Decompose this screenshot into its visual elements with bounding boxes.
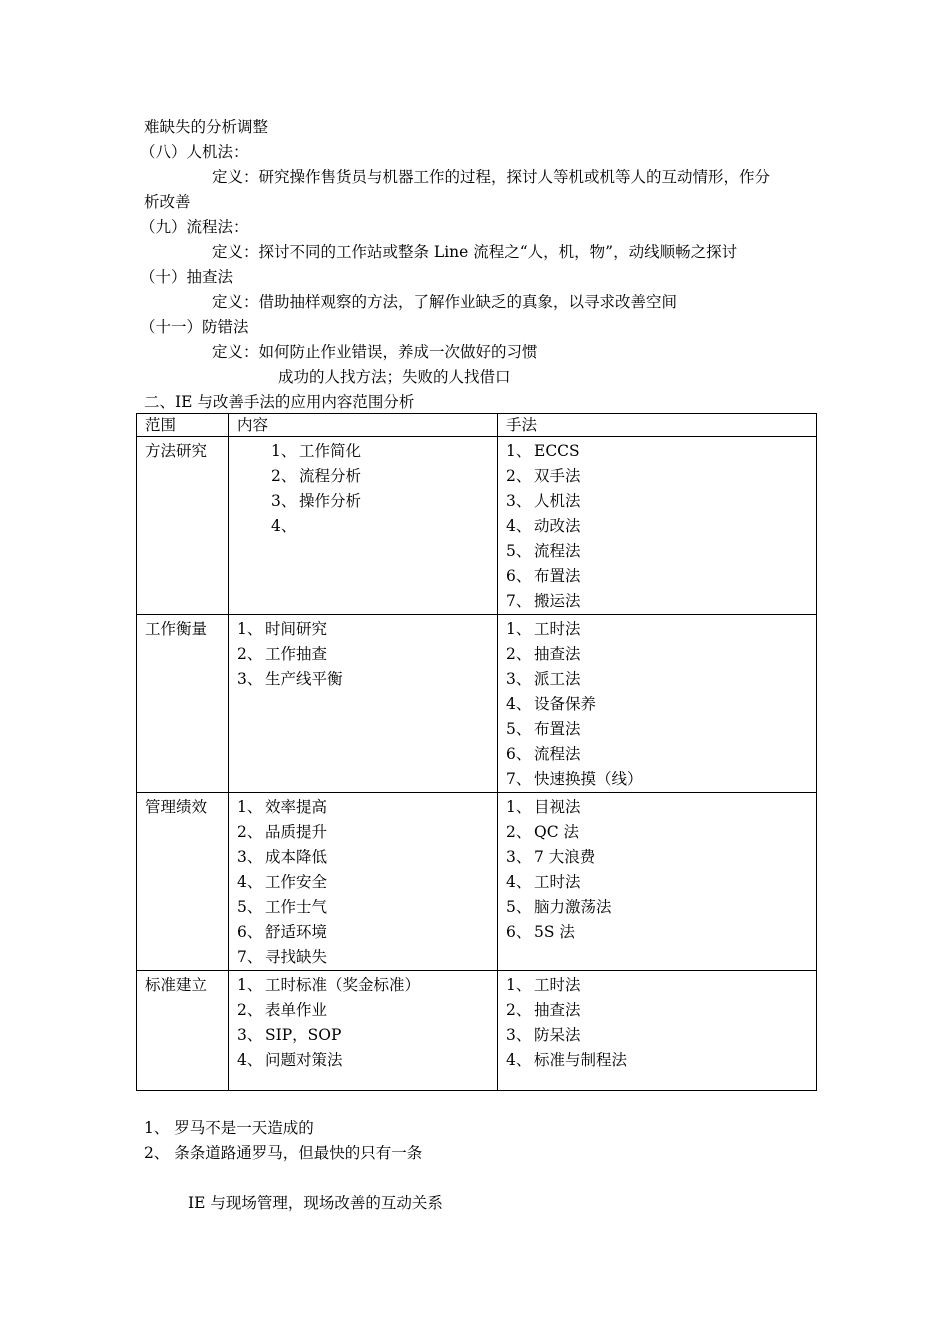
list-item: 2、 品质提升 <box>237 823 328 841</box>
list-item: 1、 工作简化 <box>271 442 362 460</box>
list-item: 1、 目视法 <box>506 798 581 816</box>
list-item: 6、 布置法 <box>506 567 581 585</box>
section-9-definition: 定义：探讨不同的工作站或整条 Line 流程之“人，机，物”，动线顺畅之探讨 <box>212 243 738 261</box>
footer-item-1: 1、 罗马不是一天造成的 <box>144 1119 314 1137</box>
motto: 成功的人找方法；失败的人找借口 <box>278 368 511 386</box>
list-item: 2、 双手法 <box>506 467 581 485</box>
list-item: 7、 搬运法 <box>506 592 581 610</box>
closing-heading: IE 与现场管理，现场改善的互动关系 <box>188 1194 443 1212</box>
list-item: 4、 问题对策法 <box>237 1051 343 1069</box>
list-item: 2、 抽查法 <box>506 1001 581 1019</box>
scope-cell: 管理绩效 <box>137 793 229 971</box>
section-8-definition-cont: 析改善 <box>144 193 191 211</box>
list-item: 1、 ECCS <box>506 442 580 460</box>
list-item: 4、 标准与制程法 <box>506 1051 628 1069</box>
table-row <box>137 437 817 615</box>
ie-methods-table <box>136 413 817 1091</box>
list-item: 7、 快速换摸（线） <box>506 770 643 788</box>
footer-item-2: 2、 条条道路通罗马，但最快的只有一条 <box>144 1144 423 1162</box>
table-row <box>137 793 817 971</box>
table-row <box>137 615 817 793</box>
list-item: 3、 操作分析 <box>271 492 362 510</box>
scope-cell: 工作衡量 <box>137 615 229 793</box>
list-item: 3、 7 大浪费 <box>506 848 596 866</box>
methods-cell <box>498 793 817 971</box>
list-item: 2、 表单作业 <box>237 1001 328 1019</box>
header-content: 内容 <box>229 414 498 437</box>
list-item: 6、 流程法 <box>506 745 581 763</box>
header-methods: 手法 <box>498 414 817 437</box>
list-item: 6、 舒适环境 <box>237 923 328 941</box>
scope-cell: 方法研究 <box>137 437 229 615</box>
methods-cell <box>498 971 817 1091</box>
list-item: 1、 工时标准（奖金标准） <box>237 976 421 994</box>
section-2-title: 二、IE 与改善手法的应用内容范围分析 <box>144 393 415 411</box>
section-10-title: （十）抽查法 <box>140 268 234 286</box>
section-8-definition: 定义：研究操作售货员与机器工作的过程，探讨人等机或机等人的互动情形，作分 <box>212 168 771 186</box>
list-item: 6、 5S 法 <box>506 923 575 941</box>
list-item: 3、 人机法 <box>506 492 581 510</box>
header-scope: 范围 <box>137 414 229 437</box>
list-item: 2、 流程分析 <box>271 467 362 485</box>
list-item: 4、 工作安全 <box>237 873 328 891</box>
section-11-title: （十一）防错法 <box>140 318 249 336</box>
list-item: 3、 SIP，SOP <box>237 1026 342 1044</box>
list-item: 3、 防呆法 <box>506 1026 581 1044</box>
scope-cell: 标准建立 <box>137 971 229 1091</box>
list-item: 3、 生产线平衡 <box>237 670 343 688</box>
list-item: 3、 派工法 <box>506 670 581 688</box>
content-cell <box>229 615 498 793</box>
list-item: 4、 工时法 <box>506 873 581 891</box>
list-item: 4、 设备保养 <box>506 695 597 713</box>
list-item: 2、 工作抽查 <box>237 645 328 663</box>
list-item: 3、 成本降低 <box>237 848 328 866</box>
list-item: 5、 工作士气 <box>237 898 328 916</box>
list-item: 7、 寻找缺失 <box>237 948 328 966</box>
list-item: 1、 效率提高 <box>237 798 328 816</box>
section-8-title: （八）人机法： <box>140 143 249 161</box>
methods-cell <box>498 615 817 793</box>
list-item: 4、 动改法 <box>506 517 581 535</box>
content-cell <box>229 971 498 1091</box>
text-line-intro: 难缺失的分析调整 <box>144 118 269 136</box>
section-9-title: （九）流程法： <box>140 218 249 236</box>
list-item: 2、 抽查法 <box>506 645 581 663</box>
table-header-row <box>137 414 817 437</box>
section-11-definition: 定义：如何防止作业错误，养成一次做好的习惯 <box>212 343 538 361</box>
list-item: 1、 工时法 <box>506 620 581 638</box>
list-item: 2、 QC 法 <box>506 823 579 841</box>
section-10-definition: 定义：借助抽样观察的方法，了解作业缺乏的真象，以寻求改善空间 <box>212 293 678 311</box>
list-item: 5、 脑力激荡法 <box>506 898 612 916</box>
list-item: 1、 时间研究 <box>237 620 328 638</box>
content-cell <box>229 793 498 971</box>
content-cell <box>229 437 498 615</box>
list-item: 4、 <box>271 517 297 535</box>
methods-cell <box>498 437 817 615</box>
table-row <box>137 971 817 1091</box>
list-item: 5、 流程法 <box>506 542 581 560</box>
list-item: 5、 布置法 <box>506 720 581 738</box>
list-item: 1、 工时法 <box>506 976 581 994</box>
